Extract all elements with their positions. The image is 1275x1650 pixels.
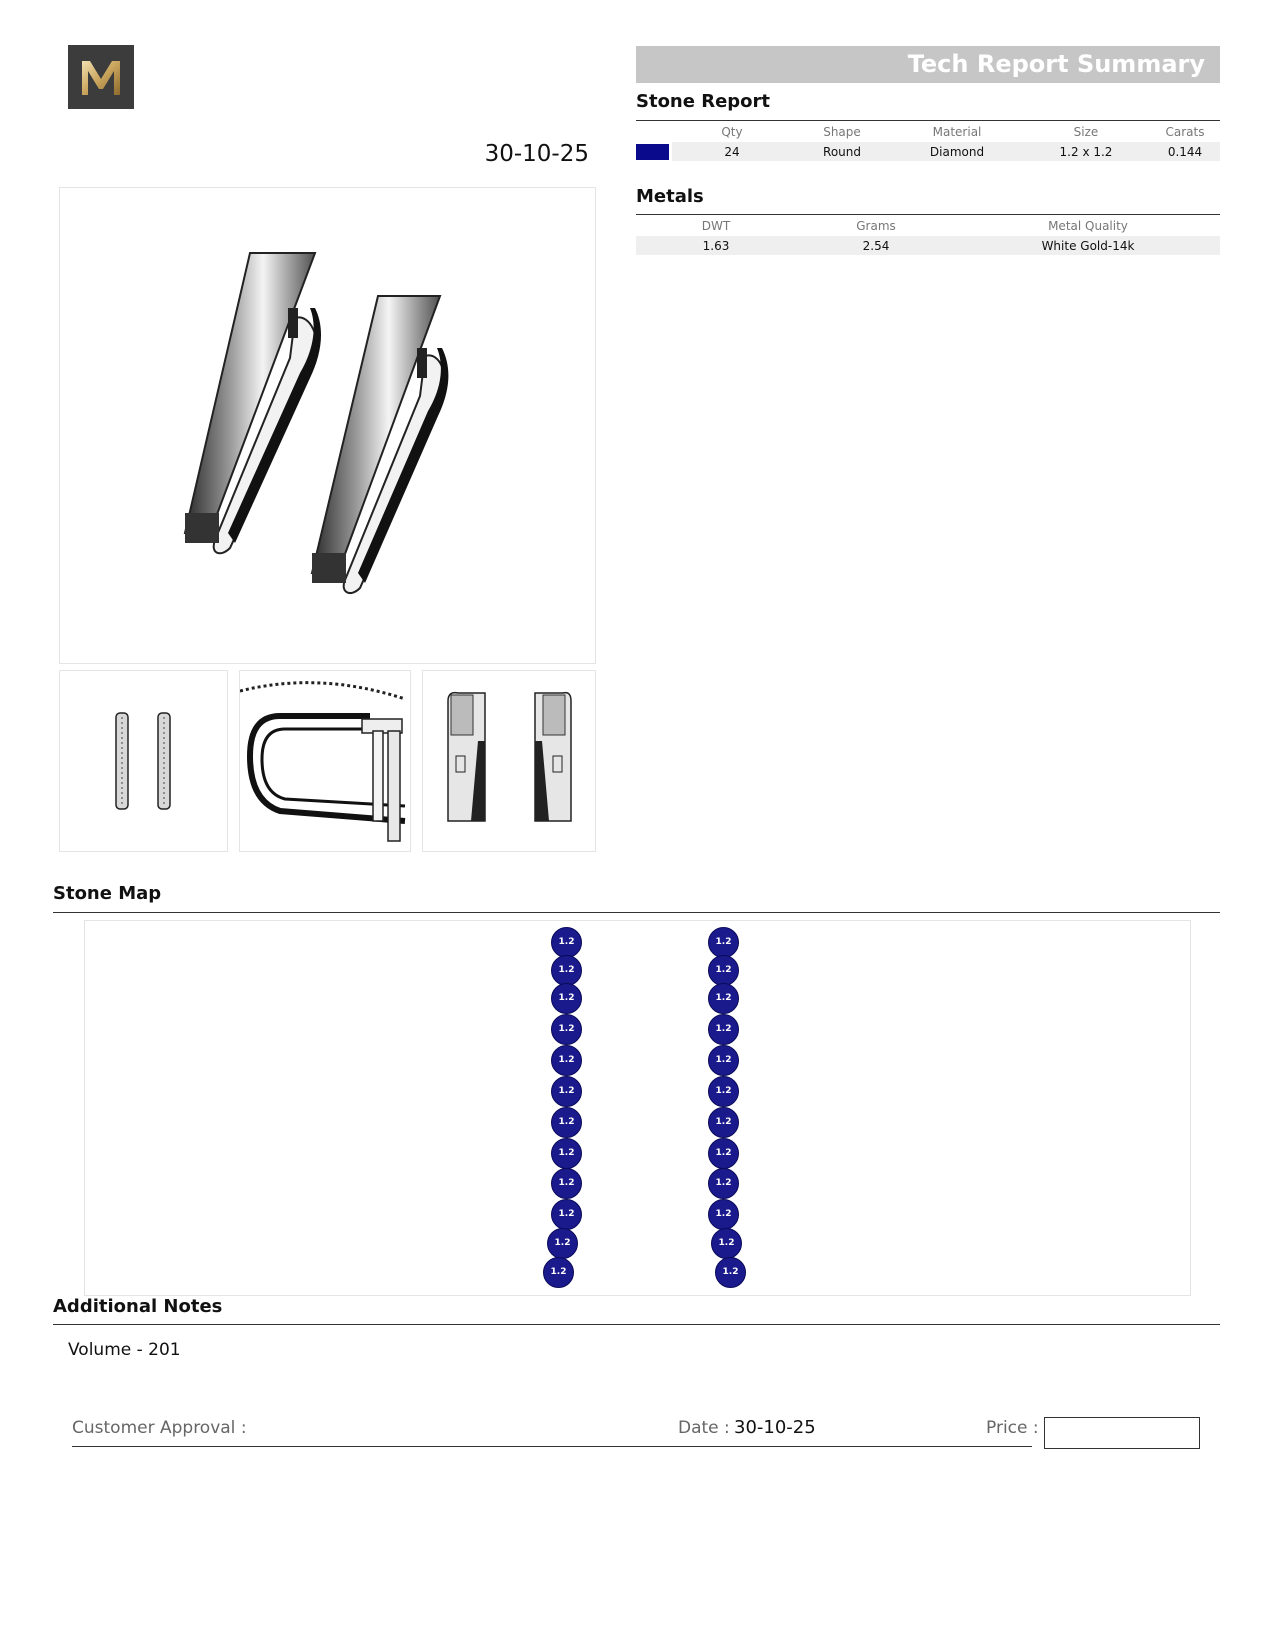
report-date: 30-10-25	[484, 141, 589, 167]
metals-rule	[636, 214, 1220, 215]
approval-date-label: Date :	[678, 1418, 730, 1438]
stone-map-rule	[53, 912, 1220, 913]
grams-header: Grams	[856, 219, 896, 233]
stone-marker: 1.2	[708, 1076, 739, 1107]
additional-notes-rule	[53, 1324, 1220, 1325]
stone-marker: 1.2	[543, 1257, 574, 1288]
stone-map-title: Stone Map	[53, 883, 162, 904]
table-row	[636, 236, 1220, 255]
stone-color-cell	[636, 142, 672, 161]
stone-marker: 1.2	[708, 1199, 739, 1230]
metals-title: Metals	[636, 186, 704, 207]
main-render-image	[59, 187, 596, 664]
stone-marker: 1.2	[551, 1138, 582, 1169]
stone-color-swatch	[636, 144, 669, 160]
size-header: Size	[1073, 125, 1099, 139]
stone-marker: 1.2	[711, 1228, 742, 1259]
table-row	[636, 142, 1220, 161]
thumbnail-side-view	[422, 670, 596, 852]
stone-marker: 1.2	[708, 1168, 739, 1199]
stone-report-title: Stone Report	[636, 91, 771, 112]
customer-approval-label: Customer Approval :	[72, 1418, 247, 1438]
thumbnail-front-view	[59, 670, 228, 852]
stone-marker: 1.2	[715, 1257, 746, 1288]
stone-marker: 1.2	[708, 927, 739, 958]
approval-date-value: 30-10-25	[734, 1417, 816, 1438]
carats-cell: 0.144	[1150, 142, 1220, 161]
stone-marker: 1.2	[551, 1199, 582, 1230]
company-logo	[68, 45, 134, 109]
material-cell: Diamond	[892, 142, 1022, 161]
report-title: Tech Report Summary	[907, 50, 1205, 78]
stone-marker: 1.2	[708, 1107, 739, 1138]
stone-report-rule	[636, 120, 1220, 121]
carats-header: Carats	[1165, 125, 1205, 139]
material-header: Material	[932, 125, 982, 139]
swatch-header	[636, 122, 672, 142]
qty-cell: 24	[672, 142, 792, 161]
stone-marker: 1.2	[551, 1045, 582, 1076]
stone-marker: 1.2	[551, 927, 582, 958]
stone-marker: 1.2	[551, 1168, 582, 1199]
metal-quality-header: Metal Quality	[1048, 219, 1128, 233]
stone-map-canvas	[84, 920, 1191, 1296]
shape-cell: Round	[792, 142, 892, 161]
qty-header: Qty	[721, 125, 743, 139]
grams-cell: 2.54	[796, 236, 956, 255]
report-title-bar	[636, 46, 1220, 83]
price-label: Price :	[986, 1418, 1039, 1438]
left-earring	[185, 253, 321, 553]
stone-marker: 1.2	[708, 1045, 739, 1076]
stone-marker: 1.2	[708, 1138, 739, 1169]
price-input[interactable]	[1044, 1417, 1200, 1449]
stone-marker: 1.2	[551, 1014, 582, 1045]
thumbnail-side-profile	[239, 670, 411, 852]
shape-header: Shape	[823, 125, 861, 139]
stone-marker: 1.2	[547, 1228, 578, 1259]
approval-signature-line	[72, 1446, 1032, 1447]
stone-marker: 1.2	[551, 1107, 582, 1138]
dwt-cell: 1.63	[636, 236, 796, 255]
metal-quality-cell: White Gold-14k	[956, 236, 1220, 255]
metals-table	[636, 216, 1220, 255]
dwt-header: DWT	[701, 219, 731, 233]
additional-notes-text: Volume - 201	[68, 1340, 181, 1360]
stone-marker: 1.2	[551, 955, 582, 986]
right-earring	[312, 296, 448, 593]
stone-report-table	[636, 122, 1220, 161]
stone-marker: 1.2	[551, 983, 582, 1014]
additional-notes-title: Additional Notes	[53, 1296, 223, 1317]
stone-marker: 1.2	[708, 983, 739, 1014]
size-cell: 1.2 x 1.2	[1022, 142, 1150, 161]
stone-marker: 1.2	[708, 1014, 739, 1045]
stone-marker: 1.2	[551, 1076, 582, 1107]
stone-marker: 1.2	[708, 955, 739, 986]
